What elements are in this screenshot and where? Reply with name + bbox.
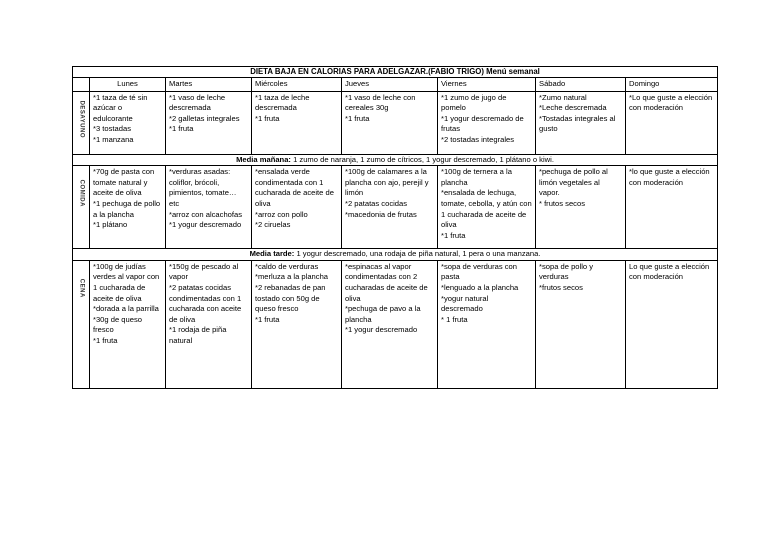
meal-label-text: CENA xyxy=(78,278,85,298)
media-manana-text: 1 zumo de naranja, 1 zumo de cítricos, 1 yogur descremado, 1 plátano o kiwi. xyxy=(293,154,554,164)
meal-row-desayuno xyxy=(73,91,718,154)
meal-row-comida xyxy=(73,166,718,249)
meal-label-comida xyxy=(73,166,90,249)
comida-jueves: *100g de calamares a la plancha con ajo, perejil y limón *2 patatas cocidas *macedonia de frutas xyxy=(342,166,438,249)
meal-label-desayuno xyxy=(73,91,90,154)
media-tarde-note xyxy=(73,249,718,261)
cena-jueves: *espinacas al vapor condimentadas con 2 cucharadas de aceite de oliva *pechuga de pavo a la plancha *1 yogur descremado xyxy=(342,260,438,388)
comida-viernes: *100g de ternera a la plancha *ensalada de lechuga, tomate, cebolla, y atún con 1 cucharada de aceite de oliva *1 fruta xyxy=(438,166,536,249)
meal-label-text: DESAYUNO xyxy=(78,100,85,138)
day-header-viernes: Viernes xyxy=(438,78,536,92)
comida-lunes: *70g de pasta con tomate natural y aceite de oliva *1 pechuga de pollo a la plancha *1 plátano xyxy=(90,166,166,249)
day-header-martes: Martes xyxy=(166,78,252,92)
cena-lunes: *100g de judías verdes al vapor con 1 cucharada de aceite de oliva *dorada a la parrilla *30g de queso fresco *1 fruta xyxy=(90,260,166,388)
title-row xyxy=(73,67,718,78)
day-header-domingo: Domingo xyxy=(626,78,718,92)
day-header-sabado: Sábado xyxy=(536,78,626,92)
day-header-miercoles: Miércoles xyxy=(252,78,342,92)
comida-miercoles: *ensalada verde condimentada con 1 cucharada de aceite de oliva *arroz con pollo *2 ciruelas xyxy=(252,166,342,249)
cena-martes: *150g de pescado al vapor *2 patatas cocidas condimentadas con 1 cucharada con aceite de oliva *1 rodaja de piña natural xyxy=(166,260,252,388)
meal-label-cena xyxy=(73,260,90,388)
weekly-menu-table xyxy=(72,66,718,389)
meal-row-cena xyxy=(73,260,718,388)
desayuno-miercoles: *1 taza de leche descremada *1 fruta xyxy=(252,91,342,154)
comida-domingo: *lo que guste a elección con moderación xyxy=(626,166,718,249)
day-header-lunes: Lunes xyxy=(90,78,166,92)
desayuno-martes: *1 vaso de leche descremada *2 galletas integrales *1 fruta xyxy=(166,91,252,154)
cena-viernes: *sopa de verduras con pasta *lenguado a la plancha *yogur natural descremado * 1 fruta xyxy=(438,260,536,388)
media-manana-label: Media mañana: xyxy=(236,154,291,164)
cena-miercoles: *caldo de verduras *merluza a la plancha *2 rebanadas de pan tostado con 50g de queso fresco *1 fruta xyxy=(252,260,342,388)
desayuno-viernes: *1 zumo de jugo de pomelo *1 yogur descremado de frutas *2 tostadas integrales xyxy=(438,91,536,154)
media-tarde-text: 1 yogur descremado, una rodaja de piña natural, 1 pera o una manzana. xyxy=(296,249,541,259)
cena-domingo: Lo que guste a elección con moderación xyxy=(626,260,718,388)
day-header-jueves: Jueves xyxy=(342,78,438,92)
cena-sabado: *sopa de pollo y verduras *frutos secos xyxy=(536,260,626,388)
menu-title: DIETA BAJA EN CALORIAS PARA ADELGAZAR.(FABIO TRIGO) Menú semanal xyxy=(73,67,718,78)
desayuno-lunes: *1 taza de té sin azúcar o edulcorante *3 tostadas *1 manzana xyxy=(90,91,166,154)
comida-martes: *verduras asadas: coliflor, brócoli, pimientos, tomate… etc *arroz con alcachofas *1 yogur descremado xyxy=(166,166,252,249)
media-manana-row xyxy=(73,154,718,166)
desayuno-domingo: *Lo que guste a elección con moderación xyxy=(626,91,718,154)
desayuno-jueves: *1 vaso de leche con cereales 30g *1 fruta xyxy=(342,91,438,154)
media-tarde-label: Media tarde: xyxy=(249,249,295,259)
corner-cell xyxy=(73,78,90,92)
media-tarde-row xyxy=(73,249,718,261)
comida-sabado: *pechuga de pollo al limón vegetales al vapor. * frutos secos xyxy=(536,166,626,249)
media-manana-note xyxy=(73,154,718,166)
desayuno-sabado: *Zumo natural *Leche descremada *Tostadas integrales al gusto xyxy=(536,91,626,154)
days-header-row xyxy=(73,78,718,92)
meal-label-text: COMIDA xyxy=(78,179,85,208)
